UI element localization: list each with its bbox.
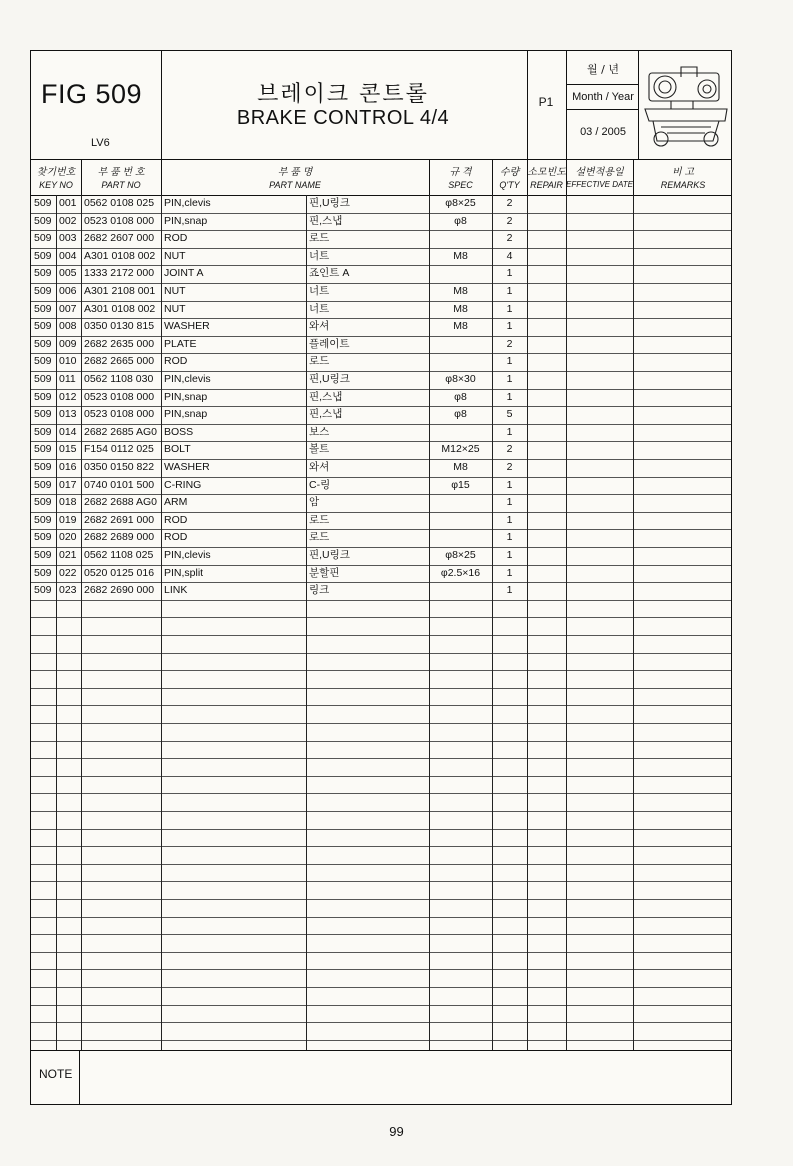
key-no-header: KEY NO bbox=[39, 180, 73, 190]
part-no-cell: F154 0112 025 bbox=[84, 443, 154, 456]
column-headers bbox=[31, 159, 731, 196]
qty-cell: 1 bbox=[506, 478, 513, 491]
table-row bbox=[31, 424, 731, 443]
qty-cell: 1 bbox=[506, 531, 513, 544]
table-row bbox=[31, 477, 731, 496]
part-no-cell: 2682 2688 AG0 bbox=[84, 496, 157, 509]
part-name-ko-cell: 와셔 bbox=[309, 320, 330, 333]
qty-cell: 2 bbox=[506, 337, 513, 350]
figure-number: FIG 509 bbox=[41, 79, 143, 109]
empty-table-row bbox=[31, 1005, 731, 1024]
part-no-header-ko: 부 품 번 호 bbox=[97, 167, 145, 178]
part-no-cell: 0520 0125 016 bbox=[84, 566, 155, 579]
key-no-cell: 016 bbox=[59, 461, 77, 473]
key-no-cell: 012 bbox=[59, 390, 77, 403]
part-name-en-cell: PIN,snap bbox=[164, 408, 208, 421]
header-divider bbox=[566, 84, 638, 85]
title-english: BRAKE CONTROL 4/4 bbox=[236, 107, 450, 129]
column-divider bbox=[429, 195, 430, 1050]
spec-cell: M8 bbox=[453, 320, 468, 333]
part-name-en-cell: PIN,snap bbox=[164, 390, 208, 403]
part-name-en-cell: NUT bbox=[164, 249, 186, 262]
key-no-cell: 004 bbox=[59, 249, 77, 262]
part-name-ko-cell: 암 bbox=[309, 496, 320, 509]
part-name-en-cell: PIN,clevis bbox=[164, 197, 211, 209]
month-year-label: Month / Year bbox=[572, 91, 634, 103]
table-row bbox=[31, 301, 731, 320]
parts-table bbox=[31, 195, 731, 1050]
key-fig-cell: 509 bbox=[34, 443, 52, 456]
part-name-en-cell: PIN,clevis bbox=[164, 549, 211, 561]
spec-cell bbox=[429, 424, 492, 442]
spec-cell bbox=[429, 353, 492, 371]
empty-table-row bbox=[31, 899, 731, 918]
key-no-cell: 017 bbox=[59, 478, 77, 491]
part-name-en-cell: JOINT A bbox=[164, 267, 204, 280]
empty-table-row bbox=[31, 600, 731, 619]
part-name-ko-cell: 핀,U링크 bbox=[309, 197, 350, 209]
part-name-en-cell: ROD bbox=[164, 531, 188, 544]
table-row bbox=[31, 318, 731, 337]
header-divider bbox=[161, 51, 162, 159]
spec-header-ko: 규 격 bbox=[449, 167, 472, 178]
part-name-ko-cell: 너트 bbox=[309, 302, 330, 315]
key-fig-cell: 509 bbox=[34, 513, 52, 526]
spec-cell: M12×25 bbox=[441, 443, 480, 456]
empty-table-row bbox=[31, 723, 731, 742]
key-fig-cell: 509 bbox=[34, 285, 52, 297]
month-year-value: 03 / 2005 bbox=[580, 126, 626, 138]
month-year-label-korean: 월 / 년 bbox=[587, 63, 619, 76]
part-name-en-cell: PLATE bbox=[164, 337, 197, 350]
spec-cell: φ8×25 bbox=[445, 549, 476, 561]
table-row bbox=[31, 353, 731, 372]
table-row bbox=[31, 371, 731, 390]
key-no-cell: 005 bbox=[59, 267, 77, 280]
key-no-cell: 009 bbox=[59, 337, 77, 350]
empty-table-row bbox=[31, 688, 731, 707]
effective-date-header-ko: 설변적용일 bbox=[575, 167, 624, 178]
table-row bbox=[31, 441, 731, 460]
part-name-ko-cell: 너트 bbox=[309, 249, 330, 262]
key-no-cell: 023 bbox=[59, 584, 77, 597]
key-fig-cell: 509 bbox=[34, 531, 52, 544]
part-name-en-cell: LINK bbox=[164, 584, 188, 597]
table-row bbox=[31, 230, 731, 249]
key-fig-cell: 509 bbox=[34, 267, 52, 280]
spec-cell: φ8×25 bbox=[445, 197, 476, 209]
key-no-cell: 011 bbox=[59, 373, 76, 385]
table-row bbox=[31, 195, 731, 214]
part-name-en-cell: PIN,split bbox=[164, 566, 204, 579]
empty-table-row bbox=[31, 776, 731, 795]
spec-cell bbox=[429, 265, 492, 283]
qty-cell: 1 bbox=[506, 302, 513, 315]
column-divider bbox=[527, 195, 528, 1050]
key-fig-cell: 509 bbox=[34, 461, 52, 473]
column-divider bbox=[566, 195, 567, 1050]
table-row bbox=[31, 582, 731, 601]
part-name-en-cell: NUT bbox=[164, 285, 186, 297]
part-name-en-cell: PIN,snap bbox=[164, 214, 208, 227]
qty-cell: 1 bbox=[506, 513, 513, 526]
part-no-cell: A301 0108 002 bbox=[84, 249, 156, 262]
key-fig-cell: 509 bbox=[34, 214, 52, 227]
part-no-header: PART NO bbox=[101, 180, 141, 190]
effective-date-header: EFFECTIVE DATE bbox=[566, 180, 633, 189]
part-name-en-cell: NUT bbox=[164, 302, 186, 315]
key-fig-cell: 509 bbox=[34, 320, 52, 333]
repair-header-ko: 소모빈도 bbox=[527, 167, 566, 178]
qty-cell: 1 bbox=[506, 496, 513, 509]
empty-table-row bbox=[31, 864, 731, 883]
table-row bbox=[31, 512, 731, 531]
row-divider bbox=[306, 195, 307, 1050]
key-fig-cell: 509 bbox=[34, 355, 52, 368]
spec-cell bbox=[429, 529, 492, 547]
part-no-cell: 0740 0101 500 bbox=[84, 478, 155, 491]
qty-cell: 1 bbox=[506, 285, 513, 297]
spec-cell: M8 bbox=[453, 285, 468, 297]
spec-cell: φ8 bbox=[454, 408, 467, 421]
empty-table-row bbox=[31, 829, 731, 848]
part-name-en-cell: ROD bbox=[164, 232, 188, 245]
empty-table-row bbox=[31, 653, 731, 672]
column-divider bbox=[161, 195, 162, 1050]
key-no-cell: 007 bbox=[59, 302, 77, 315]
part-name-ko-cell: 분할핀 bbox=[309, 566, 340, 579]
part-name-en-cell: PIN,clevis bbox=[164, 373, 211, 385]
key-no-cell: 015 bbox=[59, 443, 77, 456]
part-no-cell: 2682 2685 AG0 bbox=[84, 425, 157, 438]
table-row bbox=[31, 565, 731, 584]
qty-cell: 2 bbox=[506, 232, 513, 245]
part-name-en-cell: ARM bbox=[164, 496, 188, 509]
part-name-ko-cell: 핀,스냅 bbox=[309, 390, 343, 403]
part-no-cell: 2682 2607 000 bbox=[84, 232, 155, 245]
empty-table-row bbox=[31, 987, 731, 1006]
qty-cell: 1 bbox=[506, 549, 513, 561]
spec-cell: M8 bbox=[453, 249, 468, 262]
spec-cell: M8 bbox=[453, 302, 468, 315]
table-row bbox=[31, 248, 731, 267]
empty-table-row bbox=[31, 811, 731, 830]
qty-cell: 2 bbox=[506, 214, 513, 227]
column-divider bbox=[492, 195, 493, 1050]
key-no-cell: 014 bbox=[59, 425, 77, 438]
part-no-cell: 0562 1108 030 bbox=[84, 373, 154, 385]
spec-cell: φ8 bbox=[454, 390, 467, 403]
qty-cell: 1 bbox=[506, 584, 513, 597]
part-name-en-cell: BOSS bbox=[164, 425, 194, 438]
empty-table-row bbox=[31, 952, 731, 971]
tractor-illustration bbox=[641, 57, 731, 153]
key-no-cell: 006 bbox=[59, 285, 77, 297]
key-fig-cell: 509 bbox=[34, 566, 52, 579]
part-no-cell: 2682 2691 000 bbox=[84, 513, 155, 526]
part-name-en-cell: ROD bbox=[164, 355, 188, 368]
empty-table-row bbox=[31, 793, 731, 812]
part-name-ko-cell: 링크 bbox=[309, 584, 330, 597]
qty-cell: 1 bbox=[506, 355, 513, 368]
qty-cell: 1 bbox=[506, 320, 513, 333]
empty-table-row bbox=[31, 670, 731, 689]
part-no-cell: 1333 2172 000 bbox=[84, 267, 155, 280]
key-no-cell: 019 bbox=[59, 513, 77, 526]
column-divider bbox=[633, 195, 634, 1050]
part-name-ko-cell: 보스 bbox=[309, 425, 330, 438]
empty-table-row bbox=[31, 881, 731, 900]
part-name-en-cell: WASHER bbox=[164, 320, 210, 333]
part-name-ko-cell: 핀,스냅 bbox=[309, 214, 343, 227]
qty-header-ko: 수량 bbox=[499, 167, 520, 178]
key-fig-cell: 509 bbox=[34, 408, 52, 421]
part-name-ko-cell: 와셔 bbox=[309, 461, 330, 473]
part-name-ko-cell: 로드 bbox=[309, 355, 330, 368]
qty-cell: 2 bbox=[506, 197, 513, 209]
key-fig-cell: 509 bbox=[34, 249, 52, 262]
part-name-en-cell: ROD bbox=[164, 513, 188, 526]
table-row bbox=[31, 547, 731, 566]
spec-cell bbox=[429, 230, 492, 248]
page-id: P1 bbox=[538, 95, 554, 109]
key-no-cell: 022 bbox=[59, 566, 77, 579]
qty-cell: 4 bbox=[506, 249, 513, 262]
table-row bbox=[31, 213, 731, 232]
part-name-en-cell: BOLT bbox=[164, 443, 191, 456]
table-row bbox=[31, 265, 731, 284]
part-no-cell: A301 2108 001 bbox=[84, 285, 156, 297]
part-no-cell: 0523 0108 000 bbox=[84, 408, 155, 421]
table-row bbox=[31, 459, 731, 478]
qty-cell: 1 bbox=[506, 390, 513, 403]
qty-cell: 2 bbox=[506, 443, 513, 456]
key-no-cell: 003 bbox=[59, 232, 77, 245]
parts-sheet bbox=[30, 50, 732, 1105]
qty-cell: 1 bbox=[506, 373, 513, 385]
spec-cell bbox=[429, 494, 492, 512]
part-no-cell: A301 0108 002 bbox=[84, 302, 156, 315]
remarks-header-ko: 비 고 bbox=[671, 167, 695, 178]
part-name-ko-cell: 너트 bbox=[309, 285, 330, 297]
part-no-cell: 2682 2689 000 bbox=[84, 531, 155, 544]
key-no-cell: 013 bbox=[59, 408, 77, 421]
empty-table-row bbox=[31, 758, 731, 777]
remarks-header: REMARKS bbox=[660, 180, 706, 190]
part-no-cell: 2682 2690 000 bbox=[84, 584, 155, 597]
part-no-cell: 0523 0108 000 bbox=[84, 390, 155, 403]
part-no-cell: 2682 2665 000 bbox=[84, 355, 155, 368]
part-name-ko-cell: 로드 bbox=[309, 232, 330, 245]
qty-cell: 1 bbox=[506, 267, 513, 280]
table-row bbox=[31, 283, 731, 302]
spec-cell: φ8 bbox=[454, 214, 467, 227]
key-fig-cell: 509 bbox=[34, 390, 52, 403]
note-divider bbox=[79, 1051, 80, 1105]
key-no-cell: 021 bbox=[59, 549, 77, 561]
part-name-ko-cell: 핀,U링크 bbox=[309, 549, 350, 561]
key-no-cell: 001 bbox=[59, 197, 77, 209]
empty-table-row bbox=[31, 917, 731, 936]
empty-table-row bbox=[31, 617, 731, 636]
spec-cell bbox=[429, 512, 492, 530]
key-no-header-ko: 찾기번호 bbox=[36, 167, 76, 178]
part-name-ko-cell: 로드 bbox=[309, 513, 330, 526]
empty-table-row bbox=[31, 635, 731, 654]
column-divider bbox=[81, 195, 82, 1050]
note-area bbox=[31, 1050, 731, 1105]
part-name-ko-cell: 플레이트 bbox=[309, 337, 350, 350]
key-fig-cell: 509 bbox=[34, 337, 52, 350]
repair-header: REPAIR bbox=[530, 180, 563, 190]
part-no-cell: 0523 0108 000 bbox=[84, 214, 155, 227]
key-no-cell: 018 bbox=[59, 496, 77, 509]
part-no-cell: 2682 2635 000 bbox=[84, 337, 155, 350]
spec-cell bbox=[429, 336, 492, 354]
key-fig-cell: 509 bbox=[34, 549, 52, 561]
key-fig-cell: 509 bbox=[34, 584, 52, 597]
key-fig-cell: 509 bbox=[34, 232, 52, 245]
key-no-cell: 020 bbox=[59, 531, 77, 544]
qty-cell: 5 bbox=[506, 408, 513, 421]
key-fig-cell: 509 bbox=[34, 302, 52, 315]
qty-header: Q'TY bbox=[499, 180, 520, 190]
empty-table-row bbox=[31, 969, 731, 988]
spec-cell: φ15 bbox=[451, 478, 470, 491]
key-fig-cell: 509 bbox=[34, 496, 52, 509]
key-fig-cell: 509 bbox=[34, 197, 52, 209]
part-name-ko-cell: 로드 bbox=[309, 531, 330, 544]
spec-cell: M8 bbox=[453, 461, 468, 473]
part-name-ko-cell: 죠인트 A bbox=[309, 267, 350, 280]
spec-cell: φ8×30 bbox=[445, 373, 476, 385]
empty-table-row bbox=[31, 705, 731, 724]
part-name-en-cell: C-RING bbox=[164, 478, 202, 491]
table-row bbox=[31, 336, 731, 355]
spec-header: SPEC bbox=[448, 180, 473, 190]
model-name: LV6 bbox=[91, 137, 110, 149]
table-row bbox=[31, 406, 731, 425]
note-label: NOTE bbox=[39, 1067, 73, 1081]
part-name-ko-cell: 볼트 bbox=[309, 443, 330, 456]
empty-table-row bbox=[31, 934, 731, 953]
header-divider bbox=[566, 109, 638, 110]
qty-cell: 1 bbox=[506, 425, 513, 438]
qty-cell: 2 bbox=[506, 461, 513, 473]
spec-cell: φ2.5×16 bbox=[440, 566, 481, 579]
key-fig-cell: 509 bbox=[34, 373, 52, 385]
part-no-cell: 0350 0150 822 bbox=[84, 461, 155, 473]
part-name-header: PART NAME bbox=[269, 180, 321, 190]
table-row bbox=[31, 389, 731, 408]
part-name-header-ko: 부 품 명 bbox=[277, 167, 313, 178]
part-name-ko-cell: 핀,스냅 bbox=[309, 408, 343, 421]
key-fig-cell: 509 bbox=[34, 478, 52, 491]
key-no-cell: 008 bbox=[59, 320, 77, 333]
spec-cell bbox=[429, 582, 492, 600]
part-no-cell: 0562 0108 025 bbox=[84, 197, 155, 209]
qty-cell: 1 bbox=[506, 566, 513, 579]
table-row bbox=[31, 529, 731, 548]
empty-table-row bbox=[31, 1022, 731, 1041]
part-name-ko-cell: C-링 bbox=[309, 478, 331, 491]
page-number: 99 bbox=[389, 1124, 404, 1139]
part-name-ko-cell: 핀,U링크 bbox=[309, 373, 350, 385]
title-korean: 브레이크 콘트롤 bbox=[257, 82, 429, 107]
part-no-cell: 0350 0130 815 bbox=[84, 320, 155, 333]
key-no-cell: 010 bbox=[59, 355, 77, 368]
sheet-header bbox=[31, 51, 731, 160]
part-no-cell: 0562 1108 025 bbox=[84, 549, 154, 561]
key-fig-cell: 509 bbox=[34, 425, 52, 438]
empty-table-row bbox=[31, 741, 731, 760]
part-name-en-cell: WASHER bbox=[164, 461, 210, 473]
empty-table-row bbox=[31, 846, 731, 865]
key-no-cell: 002 bbox=[59, 214, 77, 227]
table-row bbox=[31, 494, 731, 513]
row-divider bbox=[56, 195, 57, 1050]
